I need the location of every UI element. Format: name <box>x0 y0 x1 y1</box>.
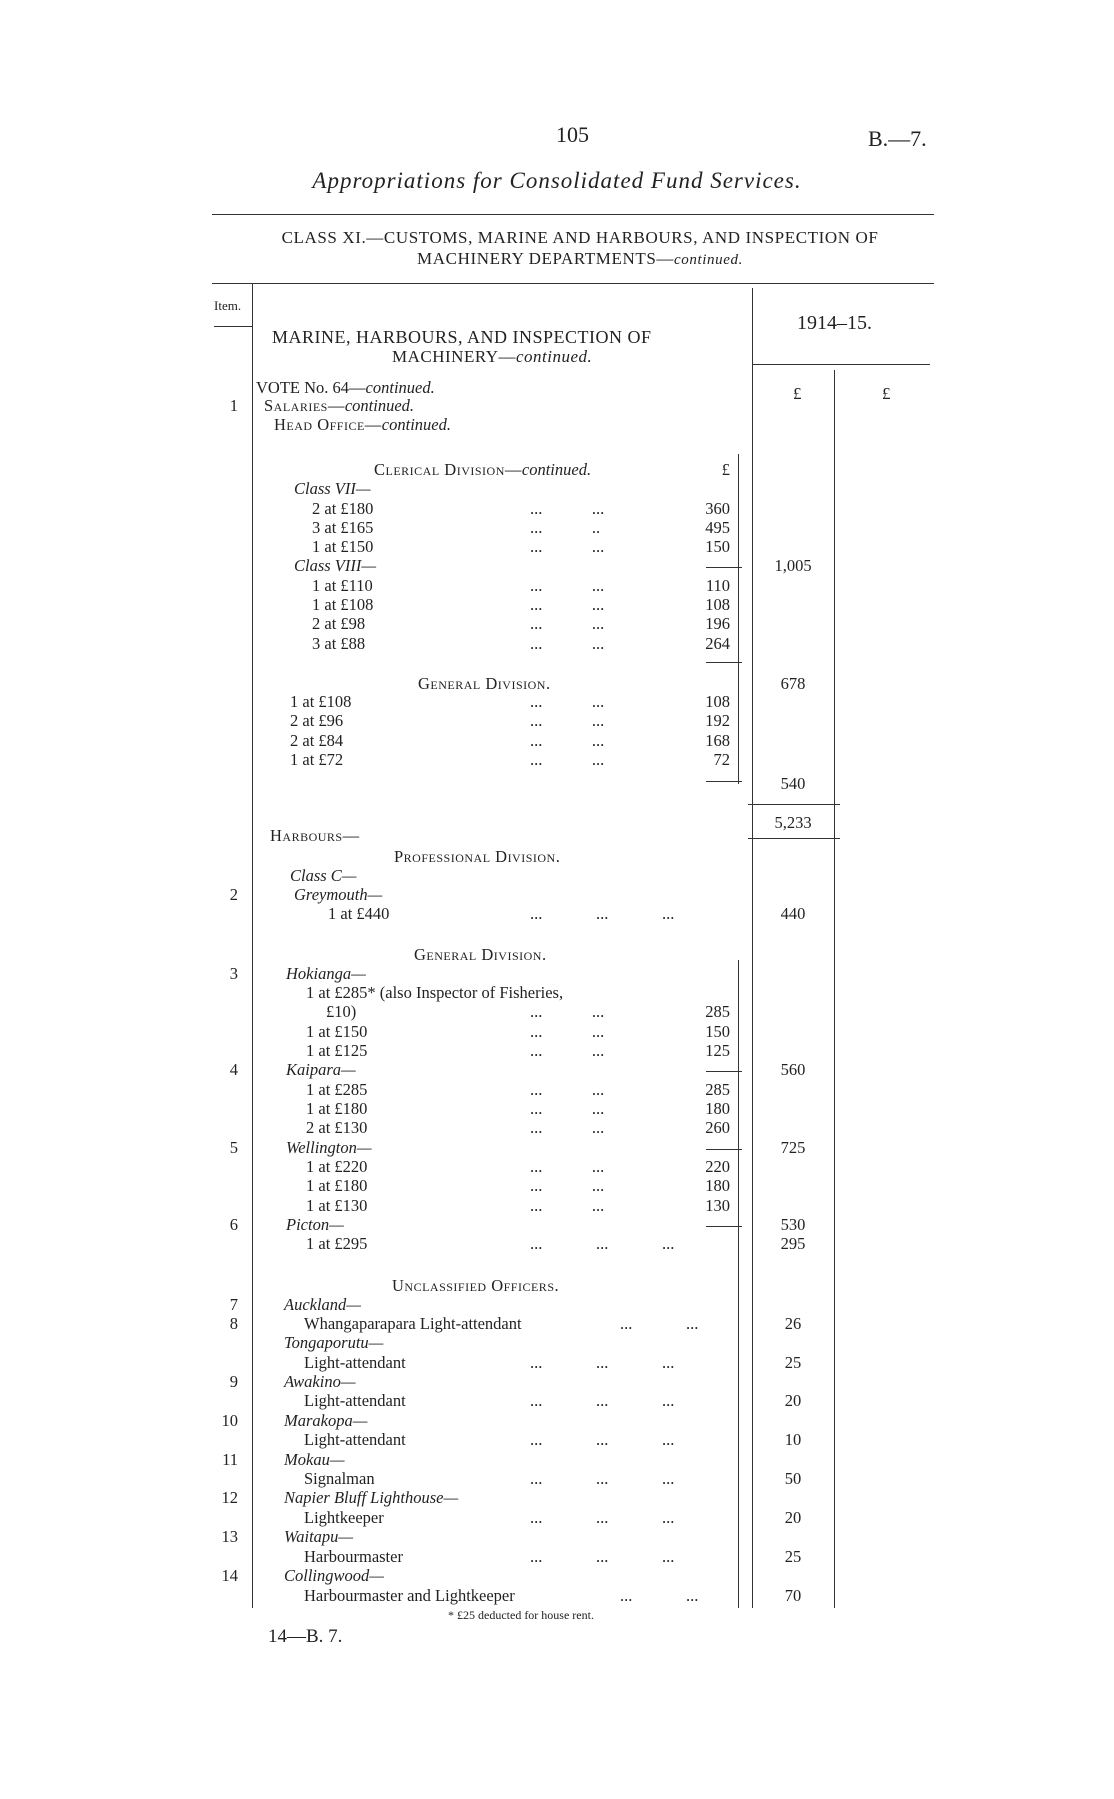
description-text: 1 at £110 <box>312 576 373 595</box>
leader-dots: ... ... <box>530 1118 605 1137</box>
description-text: Hokianga— <box>286 964 366 983</box>
description-text: Whangaparapara Light-attendant <box>304 1314 522 1333</box>
item-header-underline <box>214 326 252 327</box>
row-description <box>284 1333 383 1353</box>
leader-dots: ... ... <box>530 614 605 633</box>
description-text: Class C— <box>290 866 357 885</box>
description-text: 1 at £150 <box>312 537 374 556</box>
leader-dots: ... .. <box>530 518 601 537</box>
leader-dots: ... ... <box>530 1196 605 1215</box>
subtotal-amount: 196 <box>705 614 730 633</box>
leader-dots: ... ... <box>620 1314 699 1333</box>
table-row <box>0 1176 1114 1195</box>
leader-dots: ... ... <box>530 537 605 556</box>
description-text: continued. <box>381 415 451 434</box>
description-text: Marakopa— <box>284 1411 368 1430</box>
item-number: 6 <box>229 1215 238 1234</box>
table-row <box>0 885 1114 904</box>
item-column-header: Item. <box>214 298 242 313</box>
row-description <box>284 1450 345 1470</box>
row-description <box>326 1002 605 1022</box>
total-amount: 530 <box>780 1215 806 1234</box>
row-description <box>312 614 605 634</box>
row-description <box>304 1353 675 1373</box>
leader-dots: ... ... <box>530 1022 605 1041</box>
total-amount: 295 <box>780 1234 806 1253</box>
row-description <box>304 1586 699 1606</box>
year-header-rule <box>752 364 930 365</box>
leader-dots: ... ... <box>530 1176 605 1195</box>
description-text: General Division. <box>418 674 551 693</box>
item-number: 2 <box>229 885 238 904</box>
description-text: Class VII— <box>294 479 371 498</box>
table-row <box>0 634 1114 653</box>
table-row <box>0 1450 1114 1469</box>
leader-dots: ... ... ... <box>530 1469 675 1488</box>
row-description <box>394 847 560 867</box>
table-row <box>0 1060 1114 1079</box>
table-row <box>0 595 1114 614</box>
description-text: 1 at £285 <box>306 1080 368 1099</box>
description-text: Clerical Division— <box>374 460 522 479</box>
description-text: 3 at £165 <box>312 518 374 537</box>
description-text: Mokau— <box>284 1450 345 1469</box>
description-text: continued. <box>344 396 415 415</box>
row-description <box>306 1176 605 1196</box>
table-row <box>0 1196 1114 1215</box>
description-text: Picton— <box>286 1215 344 1234</box>
description-text: Light-attendant <box>304 1430 406 1449</box>
row-description <box>306 983 563 1003</box>
description-text: Kaipara— <box>286 1060 356 1079</box>
table-row <box>0 576 1114 595</box>
table-row <box>0 415 1114 434</box>
table-row <box>0 945 1114 964</box>
table-row <box>0 518 1114 537</box>
leader-dots: ... ... <box>530 634 605 653</box>
description-text: Tongaporutu— <box>284 1333 384 1352</box>
table-row <box>0 1508 1114 1527</box>
row-description <box>304 1391 675 1411</box>
description-text: 1 at £72 <box>290 750 344 769</box>
row-description <box>304 1547 675 1567</box>
row-description <box>306 1022 605 1042</box>
row-description <box>284 1527 353 1547</box>
total-amount: 20 <box>784 1508 802 1527</box>
subtotal-amount: 180 <box>705 1176 730 1195</box>
description-text: Awakino— <box>284 1372 356 1391</box>
total-amount: 70 <box>784 1586 802 1605</box>
description-text: Signalman <box>304 1469 375 1488</box>
total-amount: 26 <box>784 1314 802 1333</box>
row-description <box>264 396 414 416</box>
description-text: 1 at £220 <box>306 1157 368 1176</box>
table-row <box>0 556 1114 575</box>
subtotal-amount: 130 <box>705 1196 730 1215</box>
leader-dots: ... ... <box>530 576 605 595</box>
description-text: 1 at £150 <box>306 1022 368 1041</box>
table-row <box>0 1138 1114 1157</box>
row-description <box>306 1234 675 1254</box>
description-text: 3 at £88 <box>312 634 366 653</box>
class-heading-continued: continued. <box>674 252 743 268</box>
table-row <box>0 1527 1114 1546</box>
row-description <box>274 415 451 435</box>
row-description <box>306 1080 605 1100</box>
row-description <box>304 1314 699 1334</box>
leader-dots: ... ... <box>530 1002 605 1021</box>
table-row <box>0 866 1114 885</box>
total-amount: 540 <box>780 774 806 793</box>
description-text: 1 at £440 <box>328 904 390 923</box>
subtotal-amount: 220 <box>705 1157 730 1176</box>
description-text: Head Office— <box>274 415 382 434</box>
row-description <box>312 576 605 596</box>
table-row <box>0 1411 1114 1430</box>
total-amount: 25 <box>784 1547 802 1566</box>
description-text: Greymouth— <box>294 885 383 904</box>
row-description <box>312 518 601 538</box>
item-number: 9 <box>229 1372 238 1391</box>
total-amount: 1,005 <box>774 556 812 575</box>
description-text: 1 at £180 <box>306 1176 368 1195</box>
subtotal-amount: 150 <box>705 537 730 556</box>
item-number: 11 <box>222 1450 238 1469</box>
subtotal-amount: 110 <box>705 576 730 595</box>
item-number: 14 <box>221 1566 238 1585</box>
table-row <box>0 692 1114 711</box>
row-description <box>294 885 382 905</box>
subtotal-amount: 192 <box>705 711 730 730</box>
row-description <box>374 460 591 480</box>
row-description <box>290 731 605 751</box>
description-text: Harbourmaster and Lightkeeper <box>304 1586 515 1605</box>
section-heading-line2 <box>392 347 592 367</box>
table-row <box>0 1099 1114 1118</box>
description-text: Light-attendant <box>304 1391 406 1410</box>
table-row <box>0 499 1114 518</box>
section-heading-line1: MARINE, HARBOURS, AND INSPECTION OF <box>272 327 652 347</box>
table-row <box>0 674 1114 693</box>
subtotal-amount: 264 <box>705 634 730 653</box>
leader-dots: ... ... <box>530 1157 605 1176</box>
description-text: £10) <box>326 1002 357 1021</box>
description-text: 2 at £130 <box>306 1118 368 1137</box>
item-number: 5 <box>229 1138 238 1157</box>
table-row <box>0 378 1114 397</box>
description-text: 1 at £108 <box>290 692 352 711</box>
pound-total-header: £ <box>882 384 891 403</box>
table-row <box>0 1430 1114 1449</box>
row-description <box>290 711 605 731</box>
row-description <box>304 1430 675 1450</box>
row-description <box>312 537 605 557</box>
table-row <box>0 847 1114 866</box>
description-text: 2 at £96 <box>290 711 344 730</box>
subtotal-amount: 150 <box>705 1022 730 1041</box>
row-description <box>286 1138 372 1158</box>
description-text: Harbours— <box>270 826 360 845</box>
leader-dots: ... ... <box>530 1041 605 1060</box>
row-description <box>392 1276 559 1296</box>
year-column-header: 1914–15. <box>797 312 872 334</box>
subtotal-amount: 260 <box>705 1118 730 1137</box>
table-row <box>0 1391 1114 1410</box>
description-text: 1 at £130 <box>306 1196 368 1215</box>
subtotal-amount: 108 <box>705 595 730 614</box>
table-row <box>0 731 1114 750</box>
description-text: General Division. <box>414 945 547 964</box>
description-text: 1 at £295 <box>306 1234 368 1253</box>
row-description <box>286 964 366 984</box>
table-row <box>0 983 1114 1002</box>
table-row <box>0 964 1114 983</box>
description-text: Auckland— <box>284 1295 361 1314</box>
row-description <box>304 1469 675 1489</box>
row-description <box>312 595 605 615</box>
table-row <box>0 1566 1114 1585</box>
table-row <box>0 1353 1114 1372</box>
total-amount: 25 <box>784 1353 802 1372</box>
description-text: 2 at £98 <box>312 614 366 633</box>
class-heading-line1: CLASS XI.—CUSTOMS, MARINE AND HARBOURS, AND INSPECTION OF <box>281 228 879 247</box>
row-description <box>290 692 605 712</box>
total-amount: 50 <box>784 1469 802 1488</box>
table-row <box>0 1215 1114 1234</box>
description-text: Harbourmaster <box>304 1547 403 1566</box>
footnote: * £25 deducted for house rent. <box>448 1608 594 1622</box>
row-description <box>306 1041 605 1061</box>
page-number: 105 <box>556 122 589 147</box>
item-number: 3 <box>229 964 238 983</box>
row-description <box>284 1566 384 1586</box>
subtotal-amount: 285 <box>705 1002 730 1021</box>
row-description <box>284 1488 458 1508</box>
subtotal-amount: 72 <box>713 750 730 769</box>
pound-subtotal-header: £ <box>793 384 802 403</box>
leader-dots: ... ... ... <box>530 904 675 923</box>
row-description <box>306 1196 605 1216</box>
row-description <box>284 1295 361 1315</box>
table-row <box>0 904 1114 923</box>
table-row <box>0 1469 1114 1488</box>
subtotal-rule <box>706 662 742 663</box>
row-description <box>294 479 371 499</box>
description-text: continued. <box>521 460 592 479</box>
row-description <box>306 1157 605 1177</box>
row-description <box>418 674 551 694</box>
table-row <box>0 479 1114 498</box>
table-row <box>0 1080 1114 1099</box>
table-row <box>0 711 1114 730</box>
subtotal-amount: 180 <box>705 1099 730 1118</box>
row-description <box>306 1118 605 1138</box>
subtotal-amount: 360 <box>705 499 730 518</box>
description-text: 1 at £285* (also Inspector of Fisheries, <box>306 983 564 1002</box>
table-row <box>0 396 1114 415</box>
row-description <box>286 1215 344 1235</box>
table-row <box>0 614 1114 633</box>
row-description <box>304 1508 675 1528</box>
total-amount: 10 <box>784 1430 802 1449</box>
leader-dots: ... ... <box>530 1080 605 1099</box>
section-heading-continued: continued. <box>516 347 593 366</box>
page-title: Appropriations for Consolidated Fund Services. <box>312 168 802 193</box>
description-text: 1 at £125 <box>306 1041 368 1060</box>
table-row <box>0 1488 1114 1507</box>
total-rule <box>748 804 840 805</box>
table-row <box>0 1372 1114 1391</box>
row-description <box>286 1060 356 1080</box>
leader-dots: ... ... ... <box>530 1391 675 1410</box>
table-row <box>0 460 1114 479</box>
row-description <box>414 945 547 965</box>
total-amount: 560 <box>780 1060 806 1079</box>
description-text: Waitapu— <box>284 1527 354 1546</box>
item-number: 13 <box>221 1527 238 1546</box>
leader-dots: ... ... ... <box>530 1508 675 1527</box>
table-row <box>0 1314 1114 1333</box>
leader-dots: ... ... ... <box>530 1234 675 1253</box>
item-number: 7 <box>229 1295 238 1314</box>
table-row <box>0 1118 1114 1137</box>
description-text: Napier Bluff Lighthouse— <box>284 1488 459 1507</box>
table-row <box>0 1586 1114 1605</box>
row-description <box>312 499 605 519</box>
leader-dots: ... ... <box>530 750 605 769</box>
description-text: Lightkeeper <box>304 1508 384 1527</box>
table-row <box>0 1333 1114 1352</box>
subtotal-amount: £ <box>721 460 730 479</box>
subtotal-amount: 108 <box>705 692 730 711</box>
table-row <box>0 1002 1114 1021</box>
leader-dots: ... ... <box>530 595 605 614</box>
table-row <box>0 1041 1114 1060</box>
description-text: 2 at £84 <box>290 731 344 750</box>
row-description <box>284 1372 356 1392</box>
table-row <box>0 1022 1114 1041</box>
description-text: 1 at £180 <box>306 1099 368 1118</box>
table-row <box>0 1276 1114 1295</box>
description-text: Class VIII— <box>294 556 377 575</box>
description-text: Professional Division. <box>394 847 561 866</box>
table-row <box>0 774 1114 793</box>
description-text: Wellington— <box>286 1138 372 1157</box>
item-number: 8 <box>229 1314 238 1333</box>
description-text: Unclassified Officers. <box>392 1276 560 1295</box>
leader-dots: ... ... <box>530 731 605 750</box>
row-description <box>290 750 605 770</box>
item-number: 4 <box>229 1060 238 1079</box>
subtotal-amount: 285 <box>705 1080 730 1099</box>
total-amount: 5,233 <box>774 813 812 832</box>
row-description <box>256 378 435 398</box>
row-description <box>284 1411 367 1431</box>
table-row <box>0 750 1114 769</box>
table-row <box>0 1157 1114 1176</box>
leader-dots: ... ... <box>530 692 605 711</box>
table-row <box>0 1547 1114 1566</box>
class-heading-main: MACHINERY DEPARTMENTS— <box>417 249 675 268</box>
item-number: 10 <box>221 1411 238 1430</box>
leader-dots: ... ... <box>530 1099 605 1118</box>
table-row <box>0 826 1114 845</box>
table-row <box>0 1295 1114 1314</box>
row-description <box>306 1099 605 1119</box>
item-number: 12 <box>221 1488 238 1507</box>
row-description <box>312 634 605 654</box>
leader-dots: ... ... <box>620 1586 699 1605</box>
top-rule <box>212 214 934 215</box>
total-amount: 20 <box>784 1391 802 1410</box>
row-description <box>270 826 360 846</box>
description-text: 2 at £180 <box>312 499 374 518</box>
table-top-rule <box>212 283 934 284</box>
description-text: VOTE No. 64— <box>256 378 366 397</box>
subtotal-amount: 125 <box>705 1041 730 1060</box>
total-amount: 440 <box>780 904 806 923</box>
description-text: continued. <box>365 378 435 397</box>
leader-dots: ... ... ... <box>530 1353 675 1372</box>
class-heading-line2 <box>200 249 960 269</box>
subtotal-amount: 495 <box>705 518 730 537</box>
leader-dots: ... ... ... <box>530 1430 675 1449</box>
description-text: Collingwood— <box>284 1566 384 1585</box>
total-amount: 678 <box>780 674 806 693</box>
printer-signature: 14—B. 7. <box>268 1626 343 1647</box>
description-text: Salaries— <box>264 396 345 415</box>
section-heading-main: MACHINERY— <box>392 347 517 366</box>
report-reference: B.—7. <box>868 126 927 151</box>
subtotal-amount: 168 <box>705 731 730 750</box>
table-row <box>0 537 1114 556</box>
description-text: Light-attendant <box>304 1353 406 1372</box>
leader-dots: ... ... <box>530 499 605 518</box>
leader-dots: ... ... <box>530 711 605 730</box>
row-description <box>290 866 356 886</box>
total-amount: 725 <box>780 1138 806 1157</box>
row-description <box>328 904 675 924</box>
leader-dots: ... ... ... <box>530 1547 675 1566</box>
table-row <box>0 1234 1114 1253</box>
row-description <box>294 556 376 576</box>
description-text: 1 at £108 <box>312 595 374 614</box>
item-number: 1 <box>229 396 238 415</box>
